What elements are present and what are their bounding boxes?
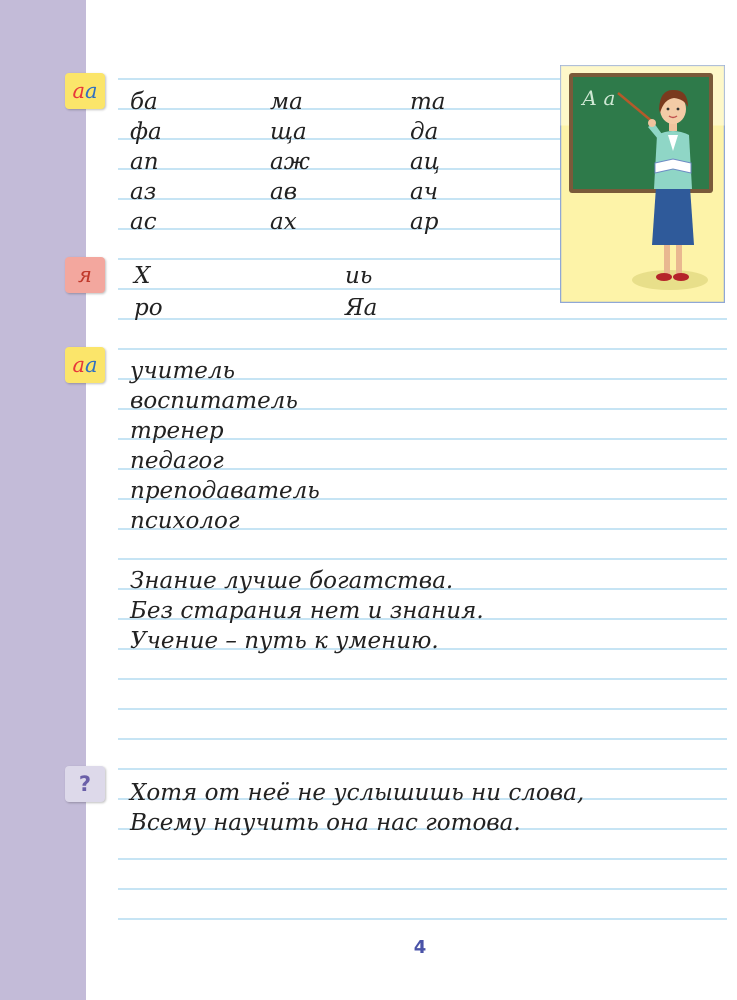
badge-letter-red: а: [72, 353, 85, 377]
syllable: аж: [270, 149, 310, 175]
letter-pair: Х: [134, 263, 151, 289]
word: учитель: [130, 358, 236, 384]
syllable: ма: [270, 89, 303, 115]
syllable: ап: [130, 149, 159, 175]
syllable: аз: [130, 179, 157, 205]
syllable: ах: [270, 209, 297, 235]
board-text: А а: [582, 86, 616, 110]
syllable: та: [410, 89, 446, 115]
letter-pair: Яа: [345, 295, 378, 321]
teacher-illustration: [560, 65, 725, 303]
word: воспитатель: [130, 388, 298, 414]
syllable: ща: [270, 119, 307, 145]
proverb: Знание лучше богатства.: [130, 568, 454, 594]
syllable: фа: [130, 119, 162, 145]
proverb: Без старания нет и знания.: [130, 598, 484, 624]
riddle-line: Всему научить она нас готова.: [130, 810, 521, 836]
letter-pair: иь: [345, 263, 373, 289]
badge-letter-ya: [65, 257, 105, 293]
question-mark-icon: ?: [78, 772, 92, 796]
syllable: ач: [410, 179, 439, 205]
syllable: ав: [270, 179, 298, 205]
syllable: ац: [410, 149, 440, 175]
badge-letter-blue: а: [85, 353, 98, 377]
syllable: ас: [130, 209, 157, 235]
word: педагог: [130, 448, 224, 474]
page-number: 4: [413, 937, 427, 958]
badge-letter-red: а: [72, 79, 85, 103]
badge-letters-aa: [65, 73, 105, 109]
badge-letters-aa-2: [65, 347, 105, 383]
syllable: ар: [410, 209, 439, 235]
word: тренер: [130, 418, 224, 444]
syllable: да: [410, 119, 439, 145]
riddle-line: Хотя от неё не услышишь ни слова,: [130, 780, 585, 806]
syllable: ба: [130, 89, 158, 115]
badge-letter-blue: а: [85, 79, 98, 103]
word: психолог: [130, 508, 240, 534]
letter-pair: ро: [134, 295, 163, 321]
badge-question: [65, 766, 105, 802]
badge-letter-ya-text: я: [78, 263, 92, 287]
word: преподаватель: [130, 478, 320, 504]
proverb: Учение – путь к умению.: [130, 628, 439, 654]
